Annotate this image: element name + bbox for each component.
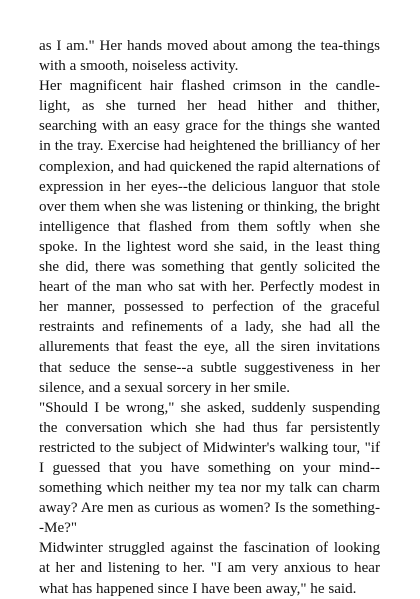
- paragraph-4: Midwinter struggled against the fascination of looking at her and listening to her. "I am very anxious to hear what has happened since I have been away," he said.: [39, 540, 380, 597]
- paragraph-1: as I am." Her hands moved about among the tea-things with a smooth, noiseless activity.: [39, 38, 380, 75]
- paragraph-2: Her magnificent hair flashed crimson in the candle-light, as she turned her head hither and thither, searching with an easy grace for the things she wanted in the tray. Exercise had heightened the brilliancy of her complexion, and had quickened the rapid alternations of expression in her eyes--the delicious languor that stole over them when she was listening or thinking, the bright intelligence that flashed from them softly when she spoke. In the lightest word she said, in the least thing she did, there was something that gently solicited the heart of the man who sat with her. Perfectly modest in her manner, possessed to perfection of the graceful restraints and refinements of a lady, she had all the allurements that feast the eye, all the siren invitations that seduce the sense--a subtle suggestiveness in her silence, and a sexual sorcery in her smile.: [39, 78, 380, 396]
- paragraph-3: "Should I be wrong," she asked, suddenly suspending the conversation which she had thus far persistently restricted to the subject of Midwinter's walking tour, "if I guessed that you have something on your mind--something which neither my tea nor my talk can charm away? Are men as curious as women? Is the something--Me?": [39, 399, 380, 537]
- page-text: [39, 36, 380, 599]
